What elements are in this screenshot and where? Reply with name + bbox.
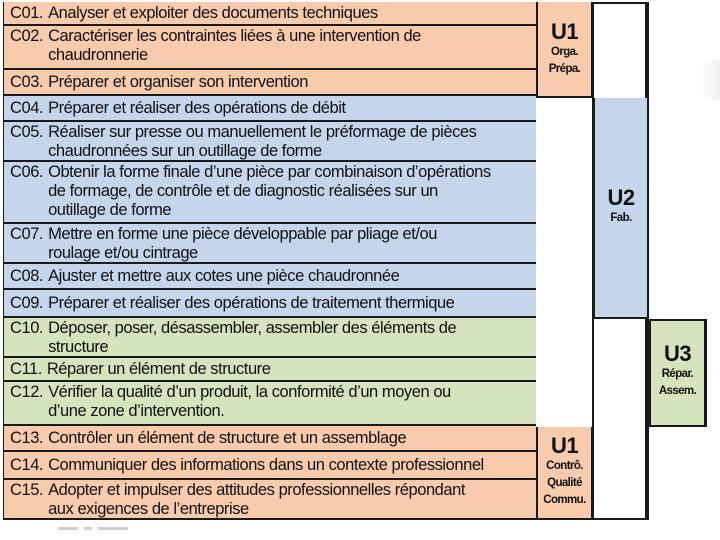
competence-code: C09. <box>10 293 44 312</box>
competence-row-c10 <box>4 318 536 358</box>
competence-code: C03. <box>10 72 44 91</box>
competence-code: C08. <box>10 266 44 285</box>
unit-u1-controle-sub-2: Qualité <box>547 477 582 489</box>
unit-u1-controle-sub-1: Contrô. <box>546 460 583 472</box>
competence-row-c03 <box>4 70 536 96</box>
grid-line-col-u2 <box>592 2 594 520</box>
competence-row-c12 <box>4 382 536 426</box>
competence-code: C13. <box>10 428 44 447</box>
competence-text-line: Réaliser sur presse ou manuellement le préformage de pièces <box>48 123 477 141</box>
unit-u1-orga <box>536 20 593 78</box>
grid-line-col-u3 <box>647 2 649 520</box>
competence-row-c05 <box>4 122 536 162</box>
unit-u1-controle-sub-3: Commu. <box>543 494 586 506</box>
competence-text-line: Adopter et impulser des attitudes professionnelles répondant <box>48 481 465 499</box>
competence-code: C04. <box>10 98 44 117</box>
competence-text-line: Préparer et réaliser des opérations de débit <box>48 98 346 117</box>
competence-row-c04 <box>4 96 536 122</box>
competence-text-line: de formage, de contrôle et de diagnostic réalisées sur un <box>48 182 438 200</box>
competence-text-line: chaudronnées sur un outillage de forme <box>48 142 322 160</box>
competence-row-c15 <box>4 480 536 520</box>
competence-code: C01. <box>10 3 44 22</box>
competence-code: C10. <box>10 319 44 337</box>
competence-code: C11. <box>10 359 42 378</box>
competence-code: C05. <box>10 123 44 141</box>
unit-u2 <box>593 186 649 227</box>
grid-line-col-right <box>705 319 707 427</box>
competence-text-line: Ajuster et mettre aux cotes une pièce chaudronnée <box>48 266 400 285</box>
unit-u3 <box>649 342 706 400</box>
competence-row-c14 <box>4 452 536 480</box>
competence-row-c09 <box>4 290 536 318</box>
unit-u3-sub-1: Répar. <box>661 368 694 380</box>
competence-text-line: chaudronnerie <box>48 46 148 64</box>
unit-u2-sub-1: Fab. <box>610 212 632 224</box>
competence-row-c02 <box>4 26 536 70</box>
competence-text-line: Obtenir la forme finale d’une pièce par combinaison d’opérations <box>48 163 491 181</box>
unit-u1-controle <box>536 434 593 509</box>
right-shade <box>700 60 720 100</box>
competence-row-c13 <box>4 426 536 452</box>
competence-text-line: Analyser et exploiter des documents techniques <box>48 3 378 22</box>
competence-text-line: structure <box>48 338 109 356</box>
competence-text-line: roulage et/ou cintrage <box>48 244 198 262</box>
unit-u1-orga-sub-2: Prépa. <box>548 63 581 75</box>
competence-text-line: aux exigences de l’entreprise <box>48 500 249 518</box>
competence-row-c08 <box>4 264 536 290</box>
unit-u1-orga-title: U1 <box>550 19 579 44</box>
competence-text-line: Préparer et réaliser des opérations de traitement thermique <box>48 293 455 312</box>
competence-code: C12. <box>10 383 44 401</box>
competence-code: C02. <box>10 27 44 45</box>
unit-u1-orga-sub-1: Orga. <box>550 46 579 58</box>
unit-u3-sub-2: Assem. <box>658 385 697 397</box>
competence-row-c11 <box>4 358 536 382</box>
unit-u1-controle-title: U1 <box>550 433 579 458</box>
competence-row-c01 <box>4 2 536 26</box>
unit-u2-title: U2 <box>607 185 635 210</box>
competence-row-c06 <box>4 162 536 224</box>
competence-code: C15. <box>10 481 44 499</box>
competence-text-line: Réparer un élément de structure <box>46 359 271 378</box>
competence-text-line: Préparer et organiser son intervention <box>48 72 308 91</box>
competence-text-line: Communiquer des informations dans un contexte professionnel <box>48 455 484 474</box>
competence-text-line: d’une zone d’intervention. <box>48 402 225 420</box>
competence-code: C14. <box>10 455 44 474</box>
unit-u3-title: U3 <box>663 341 692 366</box>
competence-row-c07 <box>4 224 536 264</box>
competence-text-line: Caractériser les contraintes liées à une intervention de <box>48 27 421 45</box>
competence-text-line: outillage de forme <box>48 201 172 219</box>
competence-text-line: Vérifier la qualité d’un produit, la conformité d’un moyen ou <box>48 383 451 401</box>
competence-text-line: Mettre en forme une pièce développable par pliage et/ou <box>48 225 438 243</box>
competence-text-line: Contrôler un élément de structure et un assemblage <box>48 428 407 447</box>
competence-code: C07. <box>10 225 44 243</box>
footer-mark <box>58 520 178 528</box>
competence-text-line: Déposer, poser, désassembler, assembler des éléments de <box>48 319 457 337</box>
competence-code: C06. <box>10 163 44 181</box>
